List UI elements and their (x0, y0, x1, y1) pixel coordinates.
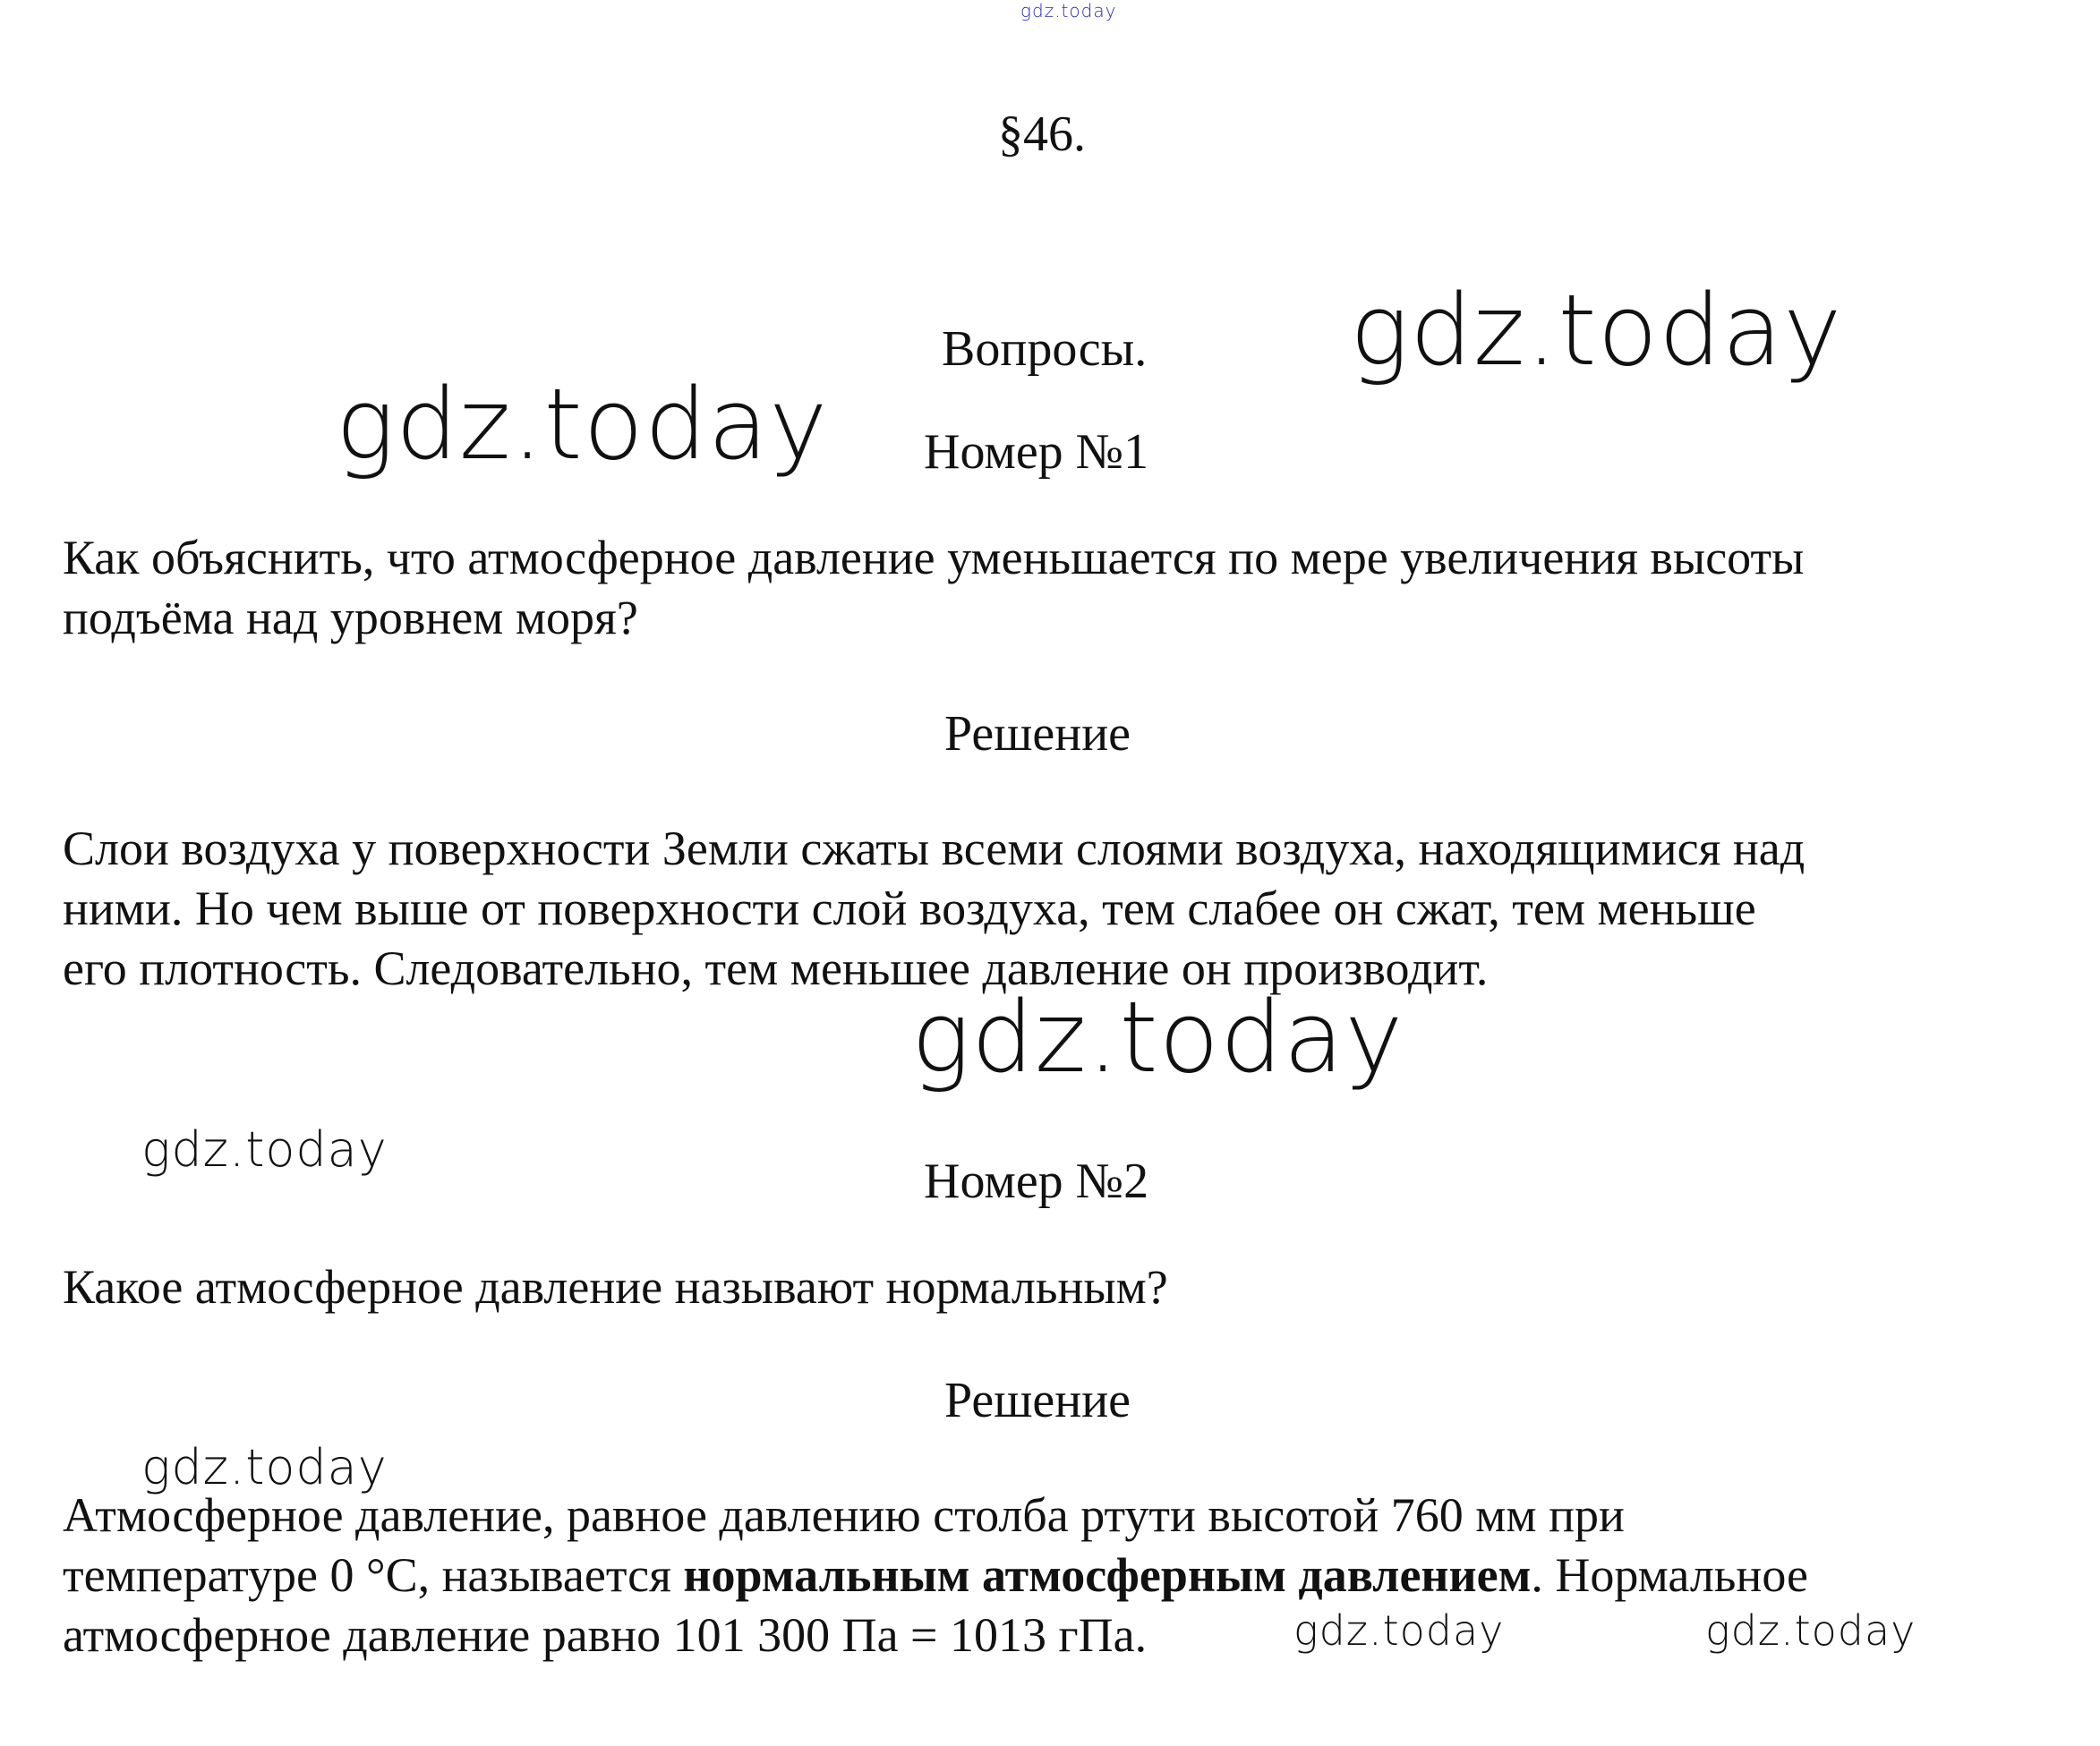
watermark-large: gdz.today (911, 980, 1404, 1094)
answer-text-plain: температуре 0 °С, называется (63, 1548, 684, 1602)
answer-text-plain: . Нормальное (1531, 1548, 1808, 1602)
answer-line: Слои воздуха у поверхности Земли сжаты всеми слоями воздуха, находящимися над (63, 822, 1805, 875)
solution-label: Решение (944, 706, 1131, 762)
questions-heading: Вопросы. (942, 321, 1148, 377)
question-text (63, 1257, 2050, 1317)
answer-line (63, 1546, 2050, 1605)
answer-line: его плотность. Следовательно, тем меньшее давление он производит. (63, 941, 1489, 995)
watermark-small: gdz.today (141, 1439, 388, 1495)
question-number: Номер №2 (924, 1154, 1149, 1209)
watermark-small: gdz.today (1293, 1606, 1505, 1655)
answer-line: ними. Но чем выше от поверхности слой воздуха, тем слабее он сжат, тем меньше (63, 882, 1756, 935)
section-number: §46. (998, 106, 1086, 162)
watermark-top: gdz.today (1020, 0, 1117, 21)
watermark-small: gdz.today (1705, 1606, 1916, 1655)
watermark-large: gdz.today (336, 367, 829, 481)
answer-line: атмосферное давление равно 101 300 Па = 1013 гПа. (63, 1608, 1148, 1662)
question-text (63, 528, 2050, 648)
watermark-large: gdz.today (1350, 273, 1843, 388)
answer-text (63, 819, 2050, 999)
watermark-small: gdz.today (141, 1121, 388, 1178)
answer-term-bold: нормальным атмосферным давлением (683, 1548, 1532, 1602)
question-line: Как объяснить, что атмосферное давление уменьшается по мере увеличения высоты (63, 531, 1805, 584)
question-number: Номер №1 (924, 424, 1149, 480)
question-line: подъёма над уровнем моря? (63, 591, 638, 644)
answer-line: Атмосферное давление, равное давлению столба ртути высотой 760 мм при (63, 1488, 1625, 1542)
question-line: Какое атмосферное давление называют нормальным? (63, 1260, 1168, 1314)
solution-label: Решение (944, 1373, 1131, 1428)
